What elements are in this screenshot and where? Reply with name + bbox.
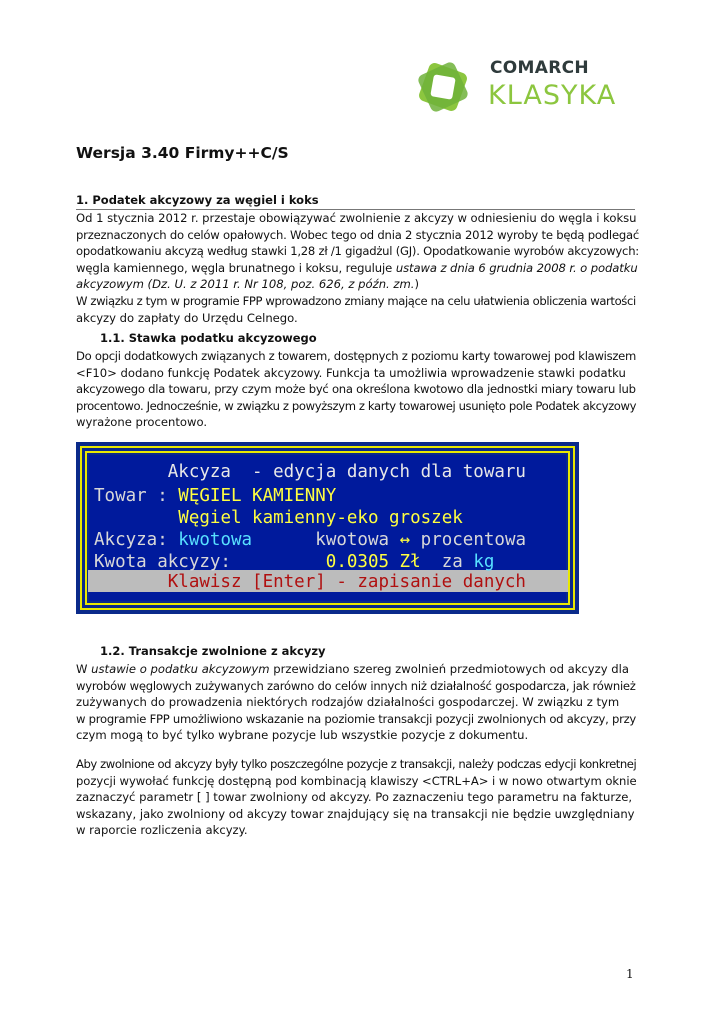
text-line: wyrobów węglowych zużywanych zarówno do celów innych niż działalność gospodarcza, jak również <box>76 678 636 693</box>
excise-amount-value: 0.0305 Zł <box>325 552 421 572</box>
text-line <box>76 276 636 293</box>
terminal-row-product <box>94 486 336 506</box>
logo-text-klasyka: KLASYKA <box>488 80 617 111</box>
logo-mark-icon <box>416 60 469 113</box>
text-line: w programie FPP umożliwiono wskazanie na poziomie transakcji pozycji zwolnionych od akcyzy, przy <box>76 711 637 726</box>
subsection-heading: 1.2. Transakcje zwolnione z akcyzy <box>100 644 326 658</box>
toggle-arrow-icon: ↔ <box>399 530 411 550</box>
text-line: Do opcji dodatkowych związanych z towarem, dostępnych z poziomu karty towarowej pod klawiszem <box>76 349 636 363</box>
text-line: Od 1 stycznia 2012 r. przestaje obowiązywać zwolnienie z akcyzy w odniesieniu do węgla i koksu <box>76 211 637 225</box>
terminal-label: Akcyza: <box>94 530 179 550</box>
paragraph-excise-rate <box>76 348 636 431</box>
terminal-row-excise-type <box>94 530 526 550</box>
text-line <box>76 260 636 277</box>
text-line: pozycji wywołać funkcję dostępną pod kombinacją klawiszy <CTRL+A> i w nowo otwartym oknie <box>76 773 637 788</box>
text-line <box>76 661 636 678</box>
terminal-label: Kwota akcyzy: <box>94 552 326 572</box>
text-line: przeznaczonych do celów opałowych. Wobec tego od dnia 2 stycznia 2012 wyroby te będą podlegać <box>76 227 640 242</box>
text-line: w raporcie rozliczenia akcyzy. <box>76 823 248 838</box>
text-line: wskazany, jako zwolniony od akcyzy towar znajdujący się na transakcji nie będzie uwzględniany <box>76 806 635 821</box>
terminal-text: Akcyza - edycja danych dla towaru <box>94 462 526 482</box>
terminal-title <box>94 462 526 482</box>
section-heading: 1. Podatek akcyzowy za węgiel i koks <box>76 193 635 210</box>
text-line: Aby zwolnione od akcyzy były tylko poszczególne pozycje z transakcji, należy podczas edycji konkretnej <box>76 757 637 771</box>
paragraph-exempt-transactions <box>76 661 636 744</box>
subsection-heading: 1.1. Stawka podatku akcyzowego <box>100 331 317 345</box>
excise-type-value: kwotowa <box>178 530 253 550</box>
paragraph-exempt-items <box>76 756 636 839</box>
terminal-row-excise-amount <box>94 552 494 572</box>
terminal-row-product-desc <box>94 508 463 528</box>
text-line: opodatkowaniu akcyzą według stawki 1,28 zł /1 gigadżul (GJ). Opodatkowanie wyrobów akcyzowych: <box>76 244 639 259</box>
law-reference: ustawie o podatku akcyzowym <box>91 662 270 676</box>
page-number: 1 <box>626 967 634 981</box>
text-line: akcyzowego dla towaru, przy czym może być ona określona kwotowo dla jednostki miary towaru lub <box>76 382 636 397</box>
document-title: Wersja 3.40 Firmy++C/S <box>76 144 289 162</box>
terminal-label <box>94 508 178 528</box>
text-line: zużywanych do prowadzenia niektórych rodzajów działalności gospodarczej. W związku z tym <box>76 695 620 710</box>
enter-save-hint: Klawisz [Enter] - zapisanie danych <box>94 572 526 592</box>
text-line: akcyzy do zapłaty do Urzędu Celnego. <box>76 310 298 325</box>
text-segment: węgla kamiennego, węgla brunatnego i koksu, reguluje <box>76 260 396 275</box>
logo-text-comarch: COMARCH <box>490 58 589 78</box>
text-line: czym mogą to być tylko wybrane pozycje lub wszystkie pozycje z dokumentu. <box>76 728 529 743</box>
text-segment: ) <box>414 277 420 292</box>
text-line: <F10> dodano funkcję Podatek akcyzowy. Funkcja ta umożliwia wprowadzenie stawki podatku <box>76 365 626 380</box>
product-name-value: WĘGIEL KAMIENNY <box>178 486 337 506</box>
law-reference: ustawa z dnia 6 grudnia 2008 r. o podatku <box>395 260 638 275</box>
text-segment: W <box>76 662 92 676</box>
unit-value: kg <box>473 552 495 572</box>
terminal-label: Towar : <box>94 486 179 506</box>
product-description-value: Węgiel kamienny-eko groszek <box>178 508 463 528</box>
terminal-option: procentowa <box>410 530 527 550</box>
text-line: wyrażone procentowo. <box>76 415 208 430</box>
law-reference: akcyzowym (Dz. U. z 2011 r. Nr 108, poz. 626, z późn. zm. <box>76 277 415 292</box>
terminal-label: za <box>420 552 474 572</box>
text-segment: przewidziano szereg zwolnień przedmiotowych od akcyzy dla <box>269 662 629 676</box>
terminal-option: kwotowa <box>252 530 400 550</box>
text-line: W związku z tym w programie FPP wprowadzono zmiany mające na celu ułatwienia obliczenia wartości <box>76 293 636 308</box>
text-line: zaznaczyć parametr [ ] towar zwolniony od akcyzy. Po zaznaczeniu tego parametru na fakturze, <box>76 790 633 805</box>
paragraph-intro <box>76 210 640 326</box>
text-line: procentowo. Jednocześnie, w związku z powyższym z karty towarowej usunięto pole Podatek akcyzowy <box>76 398 637 413</box>
terminal-hint <box>94 572 526 592</box>
